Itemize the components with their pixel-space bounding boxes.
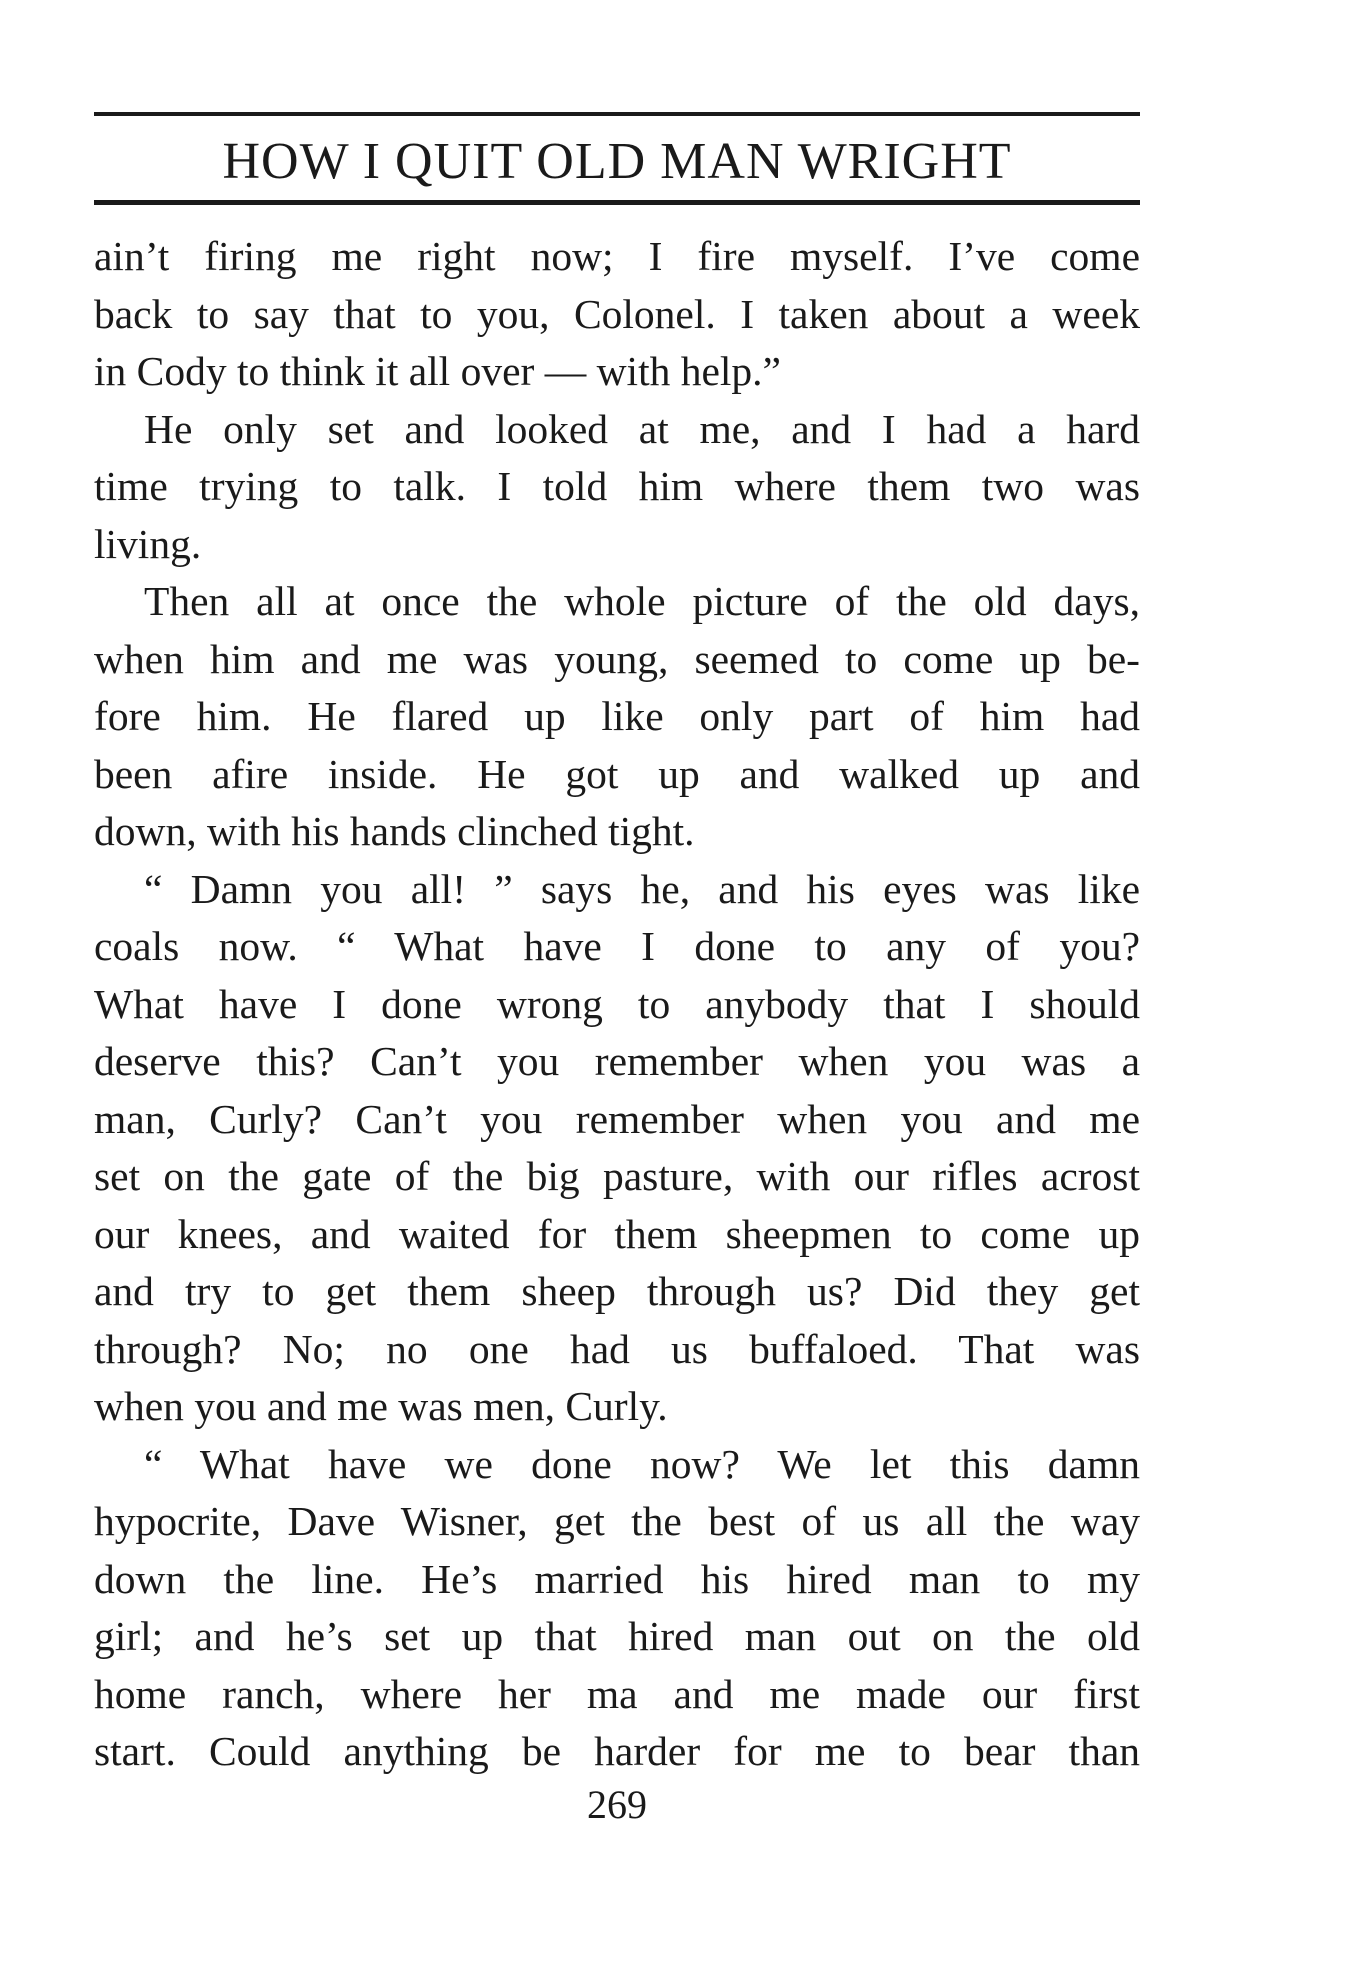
page-number: 269	[587, 1782, 647, 1827]
text-line: ain’t firing me right now; I fire myself. I’ve come	[94, 233, 1140, 279]
text-line: fore him. He flared up like only part of him had	[94, 693, 1140, 739]
text-line: coals now. “ What have I done to any of you?	[94, 923, 1140, 969]
text-line: back to say that to you, Colonel. I taken about a week	[94, 290, 1140, 337]
text-line: deserve this? Can’t you remember when you was a	[94, 1038, 1140, 1084]
text-line: living.	[94, 520, 202, 567]
text-line: set on the gate of the big pasture, with our rifles acrost	[94, 1153, 1140, 1199]
text-line: time trying to talk. I told him where them two was	[94, 463, 1140, 509]
text-line: girl; and he’s set up that hired man out on the old	[94, 1613, 1140, 1659]
text-line: hypocrite, Dave Wisner, get the best of us all the way	[94, 1498, 1140, 1544]
text-line: Then all at once the whole picture of the old days,	[144, 578, 1140, 624]
text-line: down, with his hands clinched tight.	[94, 808, 695, 854]
header-rule-top	[94, 112, 1140, 116]
text-line: down the line. He’s married his hired man to my	[94, 1555, 1140, 1602]
text-line: when you and me was men, Curly.	[94, 1383, 668, 1429]
text-line: He only set and looked at me, and I had a hard	[144, 405, 1140, 452]
text-line: start. Could anything be harder for me to bear than	[94, 1728, 1140, 1774]
text-line: through? No; no one had us buffaloed. That was	[94, 1325, 1140, 1372]
text-line: What have I done wrong to anybody that I should	[94, 980, 1140, 1027]
text-line: “ Damn you all! ” says he, and his eyes was like	[144, 865, 1140, 912]
text-line: “ What have we done now? We let this damn	[144, 1440, 1140, 1487]
text-line: man, Curly? Can’t you remember when you and me	[94, 1095, 1140, 1142]
text-line: in Cody to think it all over — with help.”	[94, 348, 781, 394]
running-head: HOW I QUIT OLD MAN WRIGHT	[222, 133, 1012, 190]
text-line: our knees, and waited for them sheepmen to come up	[94, 1210, 1140, 1257]
body-text	[94, 228, 1140, 1781]
text-line: and try to get them sheep through us? Did they get	[94, 1268, 1140, 1314]
text-line: home ranch, where her ma and me made our first	[94, 1670, 1140, 1717]
text-line: when him and me was young, seemed to come up be-	[94, 635, 1140, 682]
text-line: been afire inside. He got up and walked up and	[94, 750, 1140, 797]
header-rule-bottom	[94, 200, 1140, 205]
